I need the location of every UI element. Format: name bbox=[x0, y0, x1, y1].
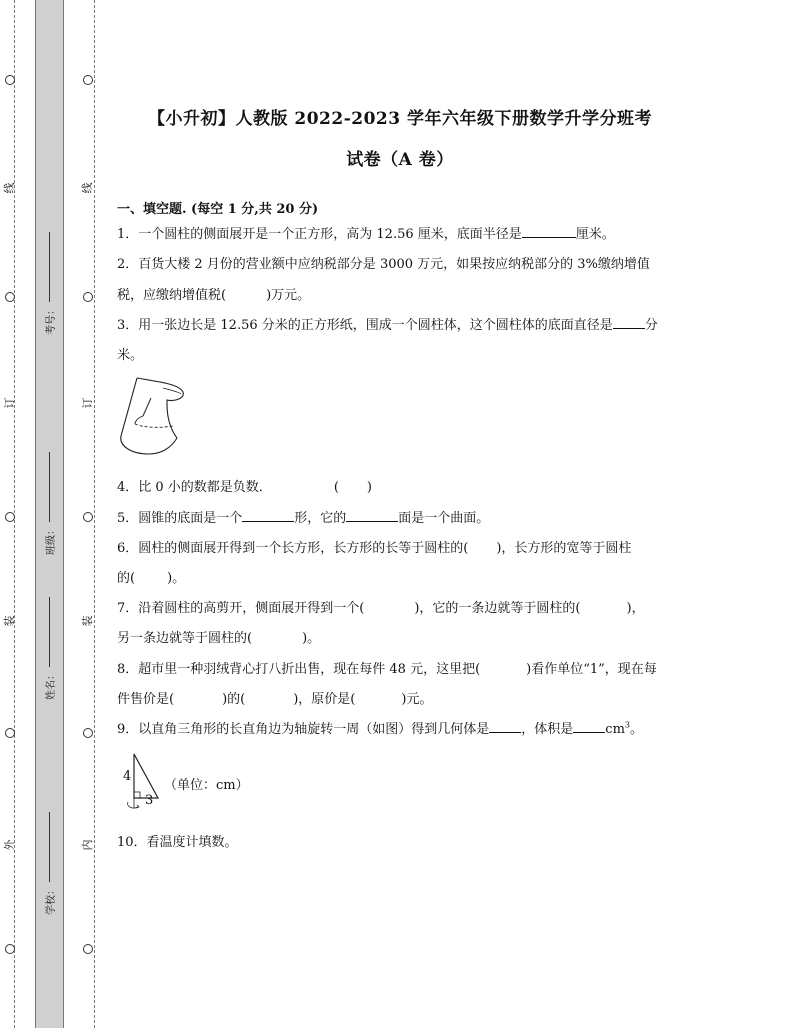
margin-char-zhuang: 装 bbox=[3, 615, 16, 627]
margin-char-wai: 外 bbox=[3, 839, 16, 851]
document-title-line2: 试卷（A 卷） bbox=[346, 150, 454, 170]
question-4: 4．比 0 小的数都是负数． ( ) bbox=[117, 480, 372, 495]
question-8: 8．超市里一种羽绒背心打八折出售，现在每件 48 元，这里把( )看作单位“1”，现在每 bbox=[117, 662, 657, 677]
answer-blank[interactable] bbox=[573, 720, 605, 733]
section-heading: 一、填空题. (每空 1 分,共 20 分) bbox=[117, 202, 319, 217]
question-6: 6．圆柱的侧面展开得到一个长方形，长方形的长等于圆柱的( )，长方形的宽等于圆柱 bbox=[117, 541, 632, 556]
field-label: 考号： bbox=[46, 305, 57, 335]
field-label: 班级： bbox=[46, 525, 57, 555]
question-7-cont: 另一条边就等于圆柱的( )。 bbox=[117, 631, 321, 646]
class-field[interactable] bbox=[42, 452, 57, 555]
question-8-cont: 件售价是( )的( )，原价是( )元。 bbox=[117, 692, 433, 707]
question-10: 10．看温度计填数。 bbox=[117, 835, 238, 850]
school-field[interactable] bbox=[42, 812, 57, 915]
document-title: 【小升初】人教版 2022-2023 学年六年级下册数学升学分班考 bbox=[147, 109, 653, 129]
answer-blank[interactable] bbox=[489, 720, 521, 733]
hole-circle bbox=[83, 512, 93, 522]
hole-circle bbox=[5, 292, 15, 302]
triangle-height-label: 4 bbox=[123, 769, 132, 784]
exam-number-field[interactable] bbox=[42, 232, 57, 335]
hole-circle bbox=[83, 75, 93, 85]
inner-dashed-line bbox=[94, 0, 95, 1028]
question-6-cont: 的( )。 bbox=[117, 571, 186, 586]
margin-char-xian: 线 bbox=[3, 182, 16, 194]
hole-circle bbox=[5, 75, 15, 85]
figure-unit-label: （单位：cm） bbox=[164, 778, 249, 793]
field-label: 学校： bbox=[46, 885, 57, 915]
question-5: 5．圆锥的底面是一个 形，它的 面是一个曲面。 bbox=[117, 511, 490, 526]
question-2-cont: 税，应缴纳增值税( )万元。 bbox=[117, 288, 311, 303]
hole-circle bbox=[83, 944, 93, 954]
margin-char-ding: 订 bbox=[81, 397, 94, 409]
answer-blank[interactable] bbox=[522, 225, 576, 238]
question-2: 2．百货大楼 2 月份的营业额中应纳税部分是 3000 万元，如果按应纳税部分的 3%缴纳增值 bbox=[117, 257, 650, 272]
question-3: 3．用一张边长是 12.56 分米的正方形纸，围成一个圆柱体，这个圆柱体的底面直径是 分 bbox=[117, 318, 658, 333]
question-7: 7．沿着圆柱的高剪开，侧面展开得到一个( )，它的一条边就等于圆柱的( )， bbox=[117, 601, 645, 616]
answer-blank[interactable] bbox=[613, 316, 645, 329]
hole-circle bbox=[5, 944, 15, 954]
margin-char-ding: 订 bbox=[3, 397, 16, 409]
margin-char-xian: 线 bbox=[81, 182, 94, 194]
name-field[interactable] bbox=[42, 597, 57, 700]
question-9: 9．以直角三角形的长直角边为轴旋转一周（如图）得到几何体是 ，体积是 $cm^3$。 bbox=[117, 720, 644, 737]
answer-blank[interactable] bbox=[346, 509, 398, 522]
field-label: 姓名： bbox=[46, 670, 57, 700]
hole-circle bbox=[5, 728, 15, 738]
margin-char-zhuang: 装 bbox=[81, 615, 94, 627]
question-3-cont: 米。 bbox=[117, 348, 144, 363]
hole-circle bbox=[83, 728, 93, 738]
triangle-base-label: 3 bbox=[145, 793, 154, 808]
question-1: 1．一个圆柱的侧面展开是一个正方形，高为 12.56 厘米，底面半径是 厘米。 bbox=[117, 227, 615, 242]
hole-circle bbox=[5, 512, 15, 522]
margin-char-nei: 内 bbox=[81, 839, 94, 851]
hole-circle bbox=[83, 292, 93, 302]
rolled-paper-cylinder-figure bbox=[115, 374, 193, 458]
answer-blank[interactable] bbox=[242, 509, 294, 522]
